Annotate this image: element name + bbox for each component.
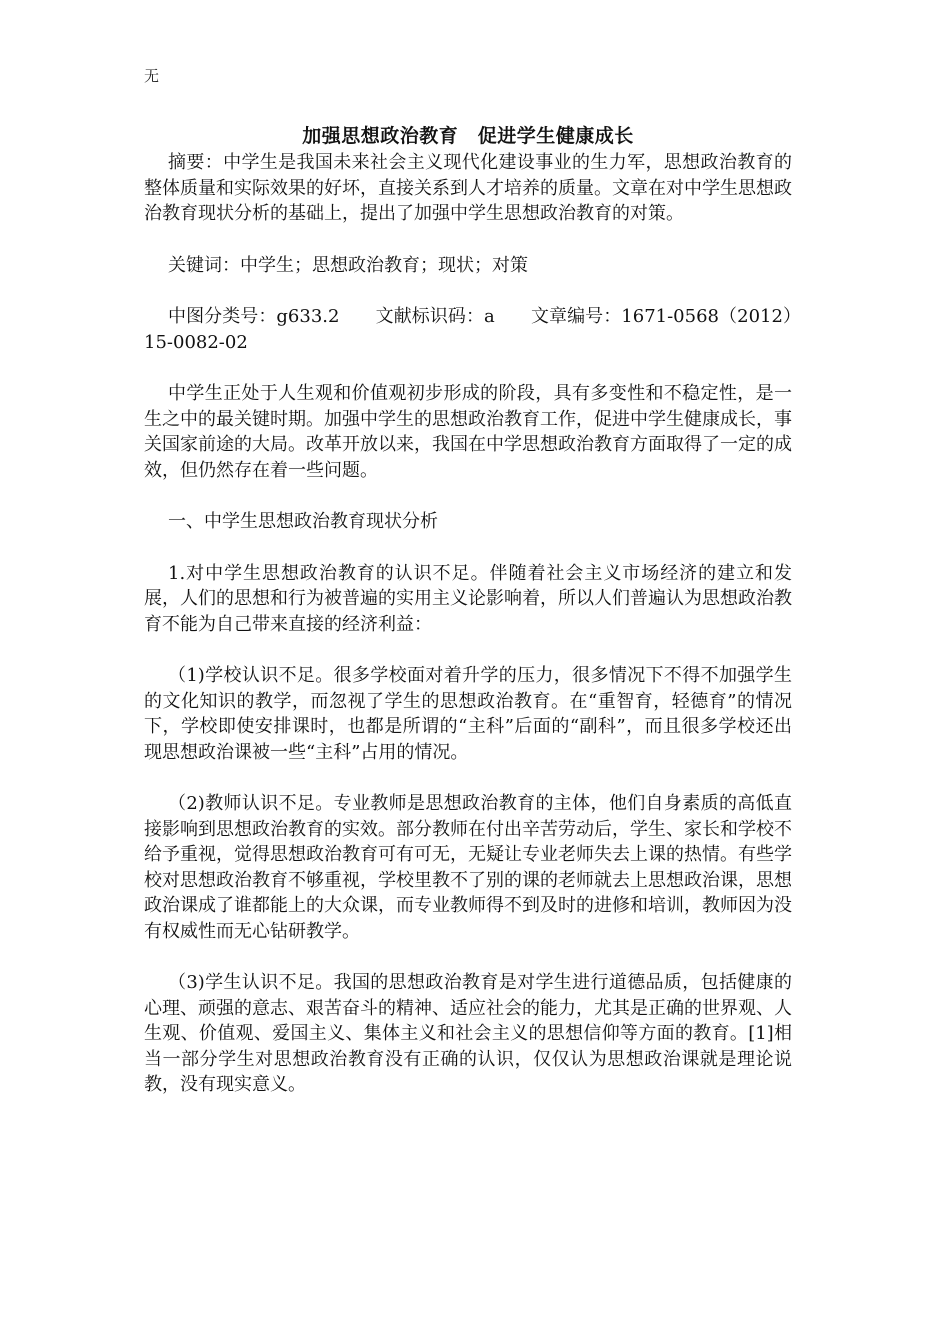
abstract-paragraph: 摘要：中学生是我国未来社会主义现代化建设事业的生力军，思想政治教育的整体质量和实际效果的好坏，直接关系到人才培养的质量。文章在对中学生思想政治教育现状分析的基础上，提出了加强中学生思想政治教育的对策。 <box>144 152 792 224</box>
article-title: 加强思想政治教育 促进学生健康成长 <box>302 125 634 147</box>
intro-paragraph: 中学生正处于人生观和价值观初步形成的阶段，具有多变性和不稳定性，是一生之中的最关键时期。加强中学生的思想政治教育工作，促进中学生健康成长，事关国家前途的大局。改革开放以来，我国在中学思想政治教育方面取得了一定的成效，但仍然存在着一些问题。 <box>144 383 792 481</box>
article-body <box>144 122 792 1124</box>
point-1-paragraph: 1.对中学生思想政治教育的认识不足。伴随着社会主义市场经济的建立和发展，人们的思想和行为被普遍的实用主义论影响着，所以人们普遍认为思想政治教育不能为自己带来直接的经济利益： <box>144 562 792 635</box>
classification-paragraph: 中图分类号：g633.2 文献标识码：a 文章编号：1671-0568（2012）15-0082-02 <box>144 306 792 353</box>
sub-point-3-paragraph: （3)学生认识不足。我国的思想政治教育是对学生进行道德品质，包括健康的心理、顽强的意志、艰苦奋斗的精神、适应社会的能力，尤其是正确的世界观、人生观、价值观、爱国主义、集体主义和社会主义的思想信仰等方面的教育。[1]相当一部分学生对思想政治教育没有正确的认识，仅仅认为思想政治课就是理论说教，没有现实意义。 <box>144 972 792 1095</box>
sub-point-1-paragraph: （1)学校认识不足。很多学校面对着升学的压力，很多情况下不得不加强学生的文化知识的教学，而忽视了学生的思想政治教育。在“重智育，轻德育”的情况下，学校即使安排课时，也都是所谓的“主科”后面的“副科”，而且很多学校还出现思想政治课被一些“主科”占用的情况。 <box>144 665 792 763</box>
sub-point-2-paragraph: （2)教师认识不足。专业教师是思想政治教育的主体，他们自身素质的高低直接影响到思想政治教育的实效。部分教师在付出辛苦劳动后，学生、家长和学校不给予重视，觉得思想政治教育可有可无，无疑让专业老师失去上课的热情。有些学校对思想政治教育不够重视，学校里教不了别的课的老师就去上思想政治课，思想政治课成了谁都能上的大众课，而专业教师得不到及时的进修和培训，教师因为没有权威性而无心钻研教学。 <box>144 793 792 942</box>
keywords-paragraph: 关键词：中学生；思想政治教育；现状；对策 <box>168 254 528 276</box>
header-mark: 无 <box>144 67 160 85</box>
section-heading: 一、中学生思想政治教育现状分析 <box>168 511 438 532</box>
